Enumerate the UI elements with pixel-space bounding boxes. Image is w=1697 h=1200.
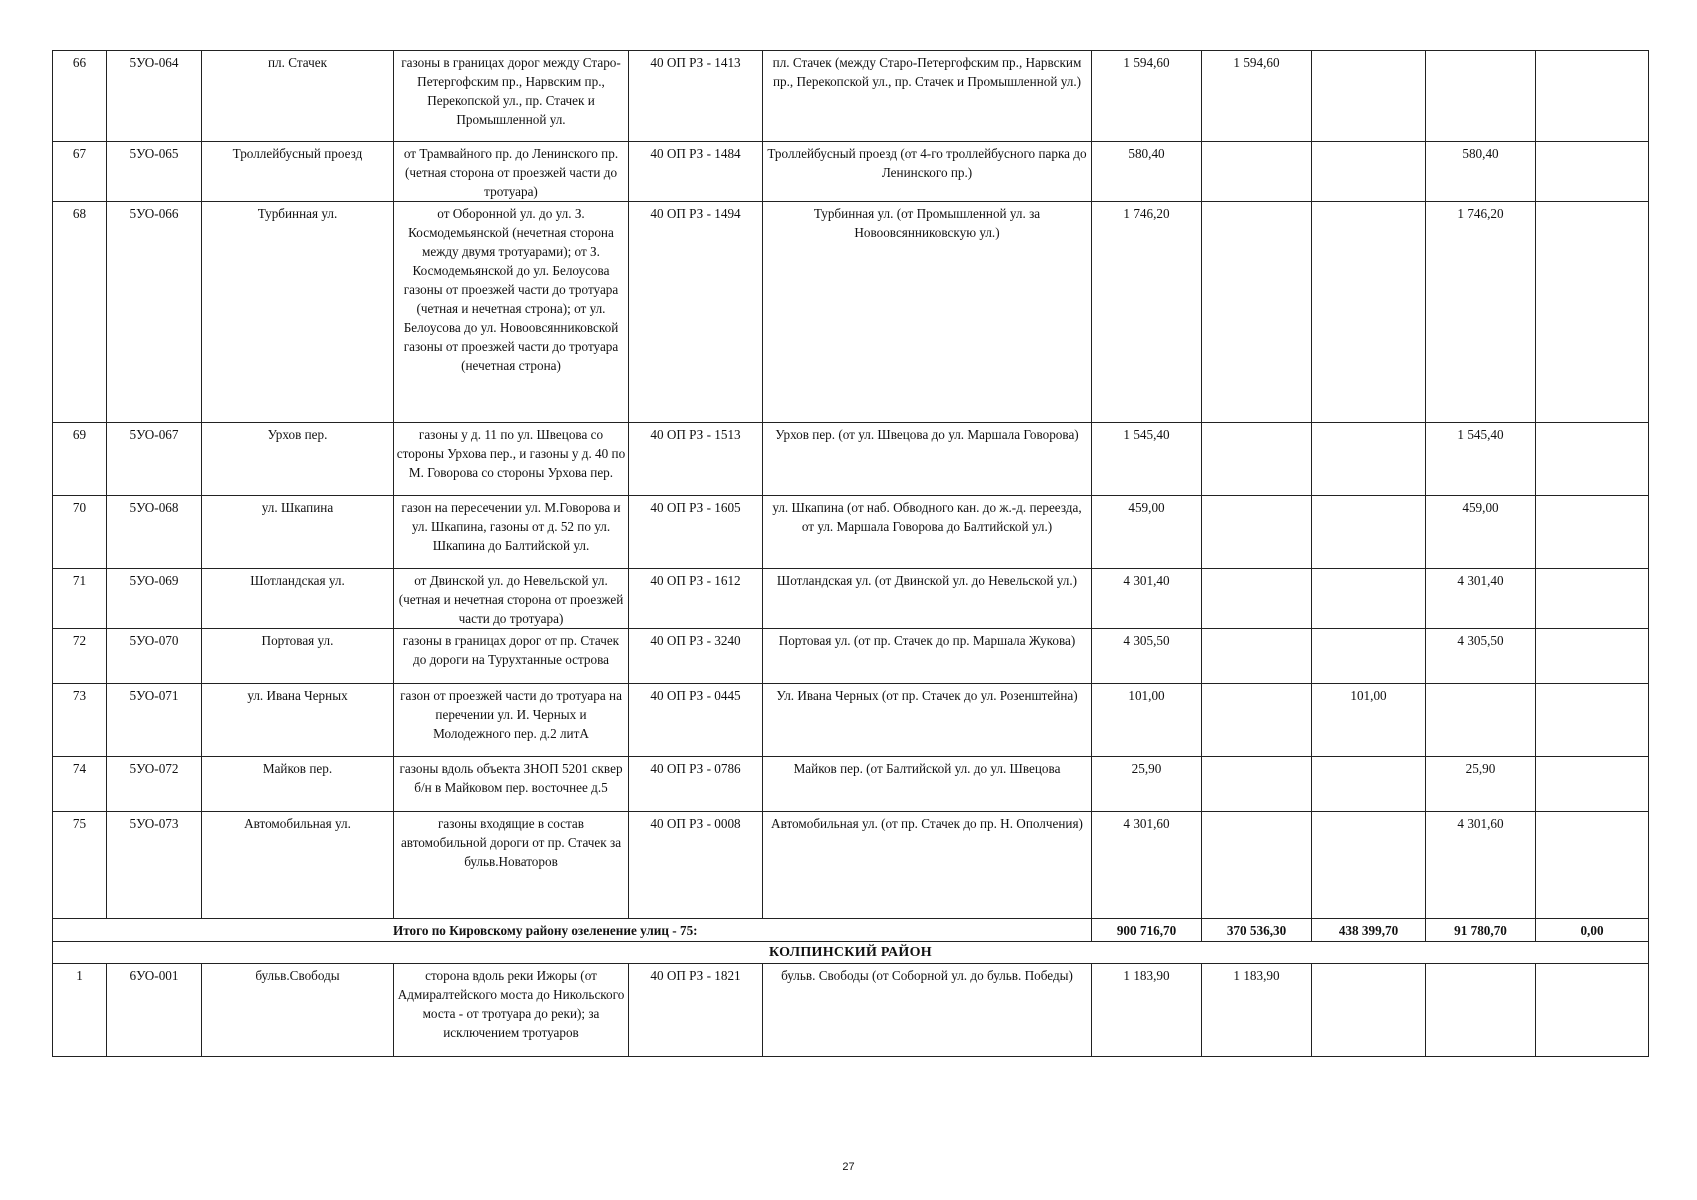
table-row xyxy=(53,423,1649,496)
zone-description: газон на пересечении ул. М.Говорова и ул. Шкапина, газоны от д. 52 по ул. Шкапина до Балтийской ул. xyxy=(394,496,629,569)
area-col2 xyxy=(1312,51,1426,142)
area-col4 xyxy=(1536,51,1649,142)
object-code: 5УО-071 xyxy=(107,684,202,757)
zone-description: газоны входящие в состав автомобильной дороги от пр. Стачек за бульв.Новаторов xyxy=(394,812,629,919)
area-col1 xyxy=(1202,812,1312,919)
area-col2: 101,00 xyxy=(1312,684,1426,757)
area-col2 xyxy=(1312,496,1426,569)
area-col3: 25,90 xyxy=(1426,757,1536,812)
area-col1 xyxy=(1202,757,1312,812)
area-total: 101,00 xyxy=(1092,684,1202,757)
area-col4 xyxy=(1536,757,1649,812)
table-row xyxy=(53,142,1649,202)
row-number: 73 xyxy=(53,684,107,757)
object-code: 5УО-073 xyxy=(107,812,202,919)
area-col2 xyxy=(1312,757,1426,812)
street-name: Шотландская ул. xyxy=(202,569,394,629)
zone-description: от Двинской ул. до Невельской ул. (четная и нечетная сторона от проезжей части до тротуара) xyxy=(394,569,629,629)
area-total: 1 746,20 xyxy=(1092,202,1202,423)
area-col1 xyxy=(1202,202,1312,423)
table-row xyxy=(53,569,1649,629)
area-col1: 1 183,90 xyxy=(1202,964,1312,1057)
area-col1 xyxy=(1202,142,1312,202)
area-col2 xyxy=(1312,964,1426,1057)
area-col3: 4 305,50 xyxy=(1426,629,1536,684)
table-row xyxy=(53,757,1649,812)
street-name: ул. Шкапина xyxy=(202,496,394,569)
area-col4 xyxy=(1536,629,1649,684)
area-col3 xyxy=(1426,684,1536,757)
road-description: бульв. Свободы (от Соборной ул. до бульв. Победы) xyxy=(763,964,1092,1057)
road-id: 40 ОП РЗ - 1513 xyxy=(629,423,763,496)
zone-description: газоны вдоль объекта ЗНОП 5201 сквер б/н в Майковом пер. восточнее д.5 xyxy=(394,757,629,812)
area-col4 xyxy=(1536,569,1649,629)
object-code: 5УО-068 xyxy=(107,496,202,569)
area-col1 xyxy=(1202,629,1312,684)
road-description: Троллейбусный проезд (от 4-го троллейбусного парка до Ленинского пр.) xyxy=(763,142,1092,202)
road-id: 40 ОП РЗ - 1484 xyxy=(629,142,763,202)
area-col4 xyxy=(1536,423,1649,496)
area-col4 xyxy=(1536,684,1649,757)
road-id: 40 ОП РЗ - 1612 xyxy=(629,569,763,629)
area-total: 4 305,50 xyxy=(1092,629,1202,684)
zone-description: газоны у д. 11 по ул. Швецова со стороны Урхова пер., и газоны у д. 40 по М. Говорова со стороны Урхова пер. xyxy=(394,423,629,496)
area-total: 4 301,40 xyxy=(1092,569,1202,629)
area-col4 xyxy=(1536,202,1649,423)
road-description: пл. Стачек (между Старо-Петергофским пр., Нарвским пр., Перекопской ул., пр. Стачек и Промышленной ул.) xyxy=(763,51,1092,142)
area-col4 xyxy=(1536,496,1649,569)
district-total-label: Итого по Кировскому району озеленение улиц - 75: xyxy=(53,919,1092,942)
object-code: 5УО-066 xyxy=(107,202,202,423)
area-total: 1 545,40 xyxy=(1092,423,1202,496)
area-col3: 459,00 xyxy=(1426,496,1536,569)
road-id: 40 ОП РЗ - 0008 xyxy=(629,812,763,919)
table-row xyxy=(53,812,1649,919)
row-number: 74 xyxy=(53,757,107,812)
area-total: 580,40 xyxy=(1092,142,1202,202)
area-col3 xyxy=(1426,51,1536,142)
row-number: 1 xyxy=(53,964,107,1057)
area-total: 1 594,60 xyxy=(1092,51,1202,142)
road-id: 40 ОП РЗ - 3240 xyxy=(629,629,763,684)
district-total-col4: 0,00 xyxy=(1536,919,1649,942)
area-col1: 1 594,60 xyxy=(1202,51,1312,142)
area-col1 xyxy=(1202,684,1312,757)
table-row xyxy=(53,629,1649,684)
road-id: 40 ОП РЗ - 0445 xyxy=(629,684,763,757)
table-row xyxy=(53,964,1649,1057)
street-name: пл. Стачек xyxy=(202,51,394,142)
object-code: 5УО-070 xyxy=(107,629,202,684)
row-number: 71 xyxy=(53,569,107,629)
table-row xyxy=(53,51,1649,142)
table-row xyxy=(53,684,1649,757)
road-description: Турбинная ул. (от Промышленной ул. за Новоовсянниковскую ул.) xyxy=(763,202,1092,423)
object-code: 5УО-065 xyxy=(107,142,202,202)
street-name: Автомобильная ул. xyxy=(202,812,394,919)
object-code: 5УО-064 xyxy=(107,51,202,142)
area-col3: 1 545,40 xyxy=(1426,423,1536,496)
road-id: 40 ОП РЗ - 0786 xyxy=(629,757,763,812)
street-name: Майков пер. xyxy=(202,757,394,812)
page-number: 27 xyxy=(842,1161,855,1173)
area-total: 1 183,90 xyxy=(1092,964,1202,1057)
table-row xyxy=(53,496,1649,569)
road-description: Шотландская ул. (от Двинской ул. до Невельской ул.) xyxy=(763,569,1092,629)
road-description: Майков пер. (от Балтийской ул. до ул. Швецова xyxy=(763,757,1092,812)
area-col2 xyxy=(1312,812,1426,919)
road-id: 40 ОП РЗ - 1821 xyxy=(629,964,763,1057)
road-description: Портовая ул. (от пр. Стачек до пр. Маршала Жукова) xyxy=(763,629,1092,684)
area-col2 xyxy=(1312,629,1426,684)
area-col2 xyxy=(1312,423,1426,496)
area-col4 xyxy=(1536,142,1649,202)
area-col2 xyxy=(1312,202,1426,423)
area-col4 xyxy=(1536,964,1649,1057)
road-id: 40 ОП РЗ - 1413 xyxy=(629,51,763,142)
area-col4 xyxy=(1536,812,1649,919)
zone-description: от Трамвайного пр. до Ленинского пр. (четная сторона от проезжей части до тротуара) xyxy=(394,142,629,202)
area-col2 xyxy=(1312,142,1426,202)
area-col3: 580,40 xyxy=(1426,142,1536,202)
road-id: 40 ОП РЗ - 1494 xyxy=(629,202,763,423)
street-name: Троллейбусный проезд xyxy=(202,142,394,202)
zone-description: от Оборонной ул. до ул. З. Космодемьянской (нечетная сторона между двумя тротуарами); от З. Космодемьянской до ул. Белоусова газоны от проезжей части до тротуара (четная и нечетная строна); от ул. Белоусова до ул. Новоовсянниковской газоны от проезжей части до тротуара (нечетная строна) xyxy=(394,202,629,423)
green-zones-table xyxy=(52,50,1649,1057)
road-description: Ул. Ивана Черных (от пр. Стачек до ул. Розенштейна) xyxy=(763,684,1092,757)
area-col1 xyxy=(1202,496,1312,569)
object-code: 6УО-001 xyxy=(107,964,202,1057)
street-name: Турбинная ул. xyxy=(202,202,394,423)
road-description: Урхов пер. (от ул. Швецова до ул. Маршала Говорова) xyxy=(763,423,1092,496)
district-total-area: 900 716,70 xyxy=(1092,919,1202,942)
street-name: бульв.Свободы xyxy=(202,964,394,1057)
district-total-row xyxy=(53,919,1649,942)
area-total: 4 301,60 xyxy=(1092,812,1202,919)
road-description: ул. Шкапина (от наб. Обводного кан. до ж.-д. переезда, от ул. Маршала Говорова до Балтийской ул.) xyxy=(763,496,1092,569)
street-name: Урхов пер. xyxy=(202,423,394,496)
district-section-title: КОЛПИНСКИЙ РАЙОН xyxy=(53,942,1649,964)
road-id: 40 ОП РЗ - 1605 xyxy=(629,496,763,569)
area-total: 459,00 xyxy=(1092,496,1202,569)
road-description: Автомобильная ул. (от пр. Стачек до пр. Н. Ополчения) xyxy=(763,812,1092,919)
row-number: 67 xyxy=(53,142,107,202)
row-number: 69 xyxy=(53,423,107,496)
table-row xyxy=(53,202,1649,423)
street-name: Портовая ул. xyxy=(202,629,394,684)
area-col3 xyxy=(1426,964,1536,1057)
row-number: 68 xyxy=(53,202,107,423)
area-col2 xyxy=(1312,569,1426,629)
object-code: 5УО-069 xyxy=(107,569,202,629)
zone-description: газоны в границах дорог между Старо-Петергофским пр., Нарвским пр., Перекопской ул., пр. Стачек и Промышленной ул. xyxy=(394,51,629,142)
zone-description: сторона вдоль реки Ижоры (от Адмиралтейского моста до Никольского моста - от тротуара до реки); за исключением тротуаров xyxy=(394,964,629,1057)
object-code: 5УО-067 xyxy=(107,423,202,496)
row-number: 70 xyxy=(53,496,107,569)
street-name: ул. Ивана Черных xyxy=(202,684,394,757)
object-code: 5УО-072 xyxy=(107,757,202,812)
district-total-col3: 91 780,70 xyxy=(1426,919,1536,942)
area-col1 xyxy=(1202,569,1312,629)
zone-description: газон от проезжей части до тротуара на перечении ул. И. Черных и Молодежного пер. д.2 литА xyxy=(394,684,629,757)
area-col1 xyxy=(1202,423,1312,496)
row-number: 72 xyxy=(53,629,107,684)
district-total-col1: 370 536,30 xyxy=(1202,919,1312,942)
district-total-col2: 438 399,70 xyxy=(1312,919,1426,942)
area-col3: 1 746,20 xyxy=(1426,202,1536,423)
zone-description: газоны в границах дорог от пр. Стачек до дороги на Турухтанные острова xyxy=(394,629,629,684)
row-number: 75 xyxy=(53,812,107,919)
area-total: 25,90 xyxy=(1092,757,1202,812)
district-section-row xyxy=(53,942,1649,964)
area-col3: 4 301,40 xyxy=(1426,569,1536,629)
area-col3: 4 301,60 xyxy=(1426,812,1536,919)
row-number: 66 xyxy=(53,51,107,142)
